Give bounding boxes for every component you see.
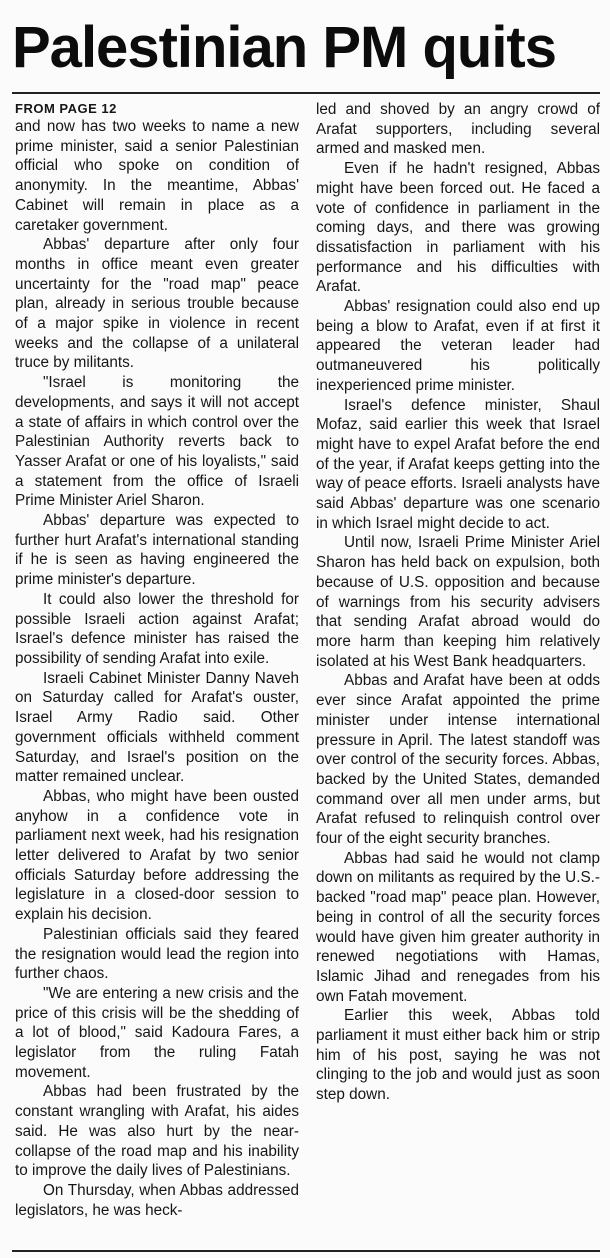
paragraph: led and shoved by an angry crowd of Arafat supporters, including several armed and masked men. xyxy=(316,101,600,158)
paragraph: Abbas had been frustrated by the constant wrangling with Arafat, his aides said. He was also hurt by the near-collapse of the road map and his inability to improve the daily lives of Palestinians. xyxy=(15,1083,299,1180)
paragraph: Israeli Cabinet Minister Danny Naveh on Saturday called for Arafat's ouster, Israel Army Radio said. Other government officials withheld comment Saturday, and Israel's position on the matter remained unclear. xyxy=(15,669,299,786)
paragraph: Earlier this week, Abbas told parliament it must either back him or strip him of his post, saying he was not clinging to the job and would just as soon step down. xyxy=(316,1007,600,1104)
paragraph: and now has two weeks to name a new prime minister, said a senior Palestinian official who spoke on condition of anonymity. In the meantime, Abbas' Cabinet will remain in place as a caretaker government. xyxy=(15,118,299,234)
paragraph: Abbas' resignation could also end up being a blow to Arafat, even if at first it appeared the veteran leader had outmaneuvered his politically inexperienced prime minister. xyxy=(316,298,600,394)
paragraph: Abbas and Arafat have been at odds ever since Arafat appointed the prime minister under intense international pressure in April. The latest standoff was over control of the security forces. Abbas, backed by the United States, demanded command over all men under arms, but Arafat refused to relinquish control over four of the eight security branches. xyxy=(316,672,600,848)
right-column xyxy=(316,100,600,1105)
paragraph: Palestinian officials said they feared the resignation would lead the region into further chaos. xyxy=(15,925,299,983)
paragraph: Abbas had said he would not clamp down on militants as required by the U.S.-backed "road map" peace plan. However, being in control of all the security forces would have given him greater authority in renewed negotiations with Hamas, Islamic Jihad and renegades from his own Fatah movement. xyxy=(316,849,600,1005)
paragraph: Israel's defence minister, Shaul Mofaz, said earlier this week that Israel might have to expel Arafat before the end of the year, if Arafat keeps getting into the way of peace efforts. Israeli analysts have said Abbas' departure was one scenario in which Israel might decide to act. xyxy=(316,396,600,532)
headline: Palestinian PM quits xyxy=(12,15,556,80)
footer-rule xyxy=(12,1250,600,1252)
paragraph: On Thursday, when Abbas addressed legislators, he was heck- xyxy=(15,1181,299,1219)
left-column xyxy=(15,100,299,1220)
paragraph: "Israel is monitoring the developments, and says it will not accept a state of affairs in which control over the Palestinian Authority reverts back to Yasser Arafat or one of his loyalists," said a statement from the office of Israeli Prime Minister Ariel Sharon. xyxy=(15,374,299,510)
paragraph: It could also lower the threshold for possible Israeli action against Arafat; Israel's defence minister has raised the possibility of sending Arafat into exile. xyxy=(15,590,299,667)
paragraph: Even if he hadn't resigned, Abbas might have been forced out. He faced a vote of confidence in parliament in the coming days, and there was growing dissatisfaction in parliament with his performance and his difficulties with Arafat. xyxy=(316,160,600,296)
header-rule xyxy=(12,92,600,94)
paragraph: Abbas' departure after only four months in office meant even greater uncertainty for the "road map" peace plan, already in serious trouble because of a major spike in violence in recent weeks and the collapse of a unilateral truce by militants. xyxy=(15,236,299,372)
paragraph: Abbas, who might have been ousted anyhow in a confidence vote in parliament next week, had his resignation letter delivered to Arafat by two senior officials Saturday before addressing the legislature in a closed-door session to explain his decision. xyxy=(15,787,299,924)
paragraph: Abbas' departure was expected to further hurt Arafat's international standing if he is seen as having engineered the prime minister's departure. xyxy=(15,512,299,589)
paragraph: Until now, Israeli Prime Minister Ariel Sharon has held back on expulsion, both because of U.S. opposition and because of warnings from his security advisers that sending Arafat abroad would do more harm than keeping him relatively isolated at his West Bank headquarters. xyxy=(316,534,600,670)
from-page-label: FROM PAGE 12 xyxy=(15,101,117,116)
paragraph: "We are entering a new crisis and the price of this crisis will be the shedding of a lot of blood," said Kadoura Fares, a legislator from the ruling Fatah movement. xyxy=(15,984,299,1081)
